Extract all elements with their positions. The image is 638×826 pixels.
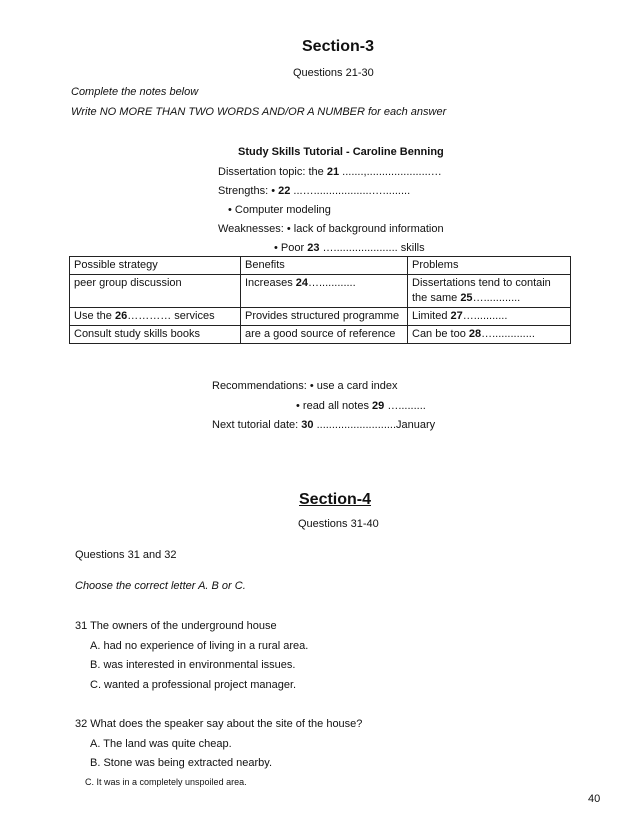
q31-option-b: B. was interested in environmental issues. — [90, 659, 296, 671]
q32-option-c: C. It was in a completely unspoiled area. — [85, 777, 247, 787]
answer-blank-24: …............ — [308, 277, 356, 289]
cell-text: Can be too — [412, 328, 469, 340]
dissertation-line — [218, 166, 442, 178]
question-31-stem: 31 The owners of the underground house — [75, 620, 277, 632]
cell-text: Increases — [245, 277, 296, 289]
read-label: • read all notes — [296, 400, 373, 412]
questions-31-32-heading: Questions 31 and 32 — [75, 549, 177, 561]
table-cell — [408, 308, 571, 326]
table-cell — [241, 308, 408, 326]
section3-title: Section-3 — [302, 38, 375, 55]
answer-blank-22: ...…...................…......... — [290, 185, 411, 197]
section4-questions: Questions 31-40 — [298, 518, 379, 530]
header-problems: Problems — [408, 257, 571, 275]
header-benefits: Benefits — [241, 257, 408, 275]
cell-text: Use the — [74, 310, 115, 322]
section3-questions: Questions 21-30 — [293, 67, 374, 79]
cell-text: Dissertations tend to contain the same — [412, 277, 551, 304]
answer-blank-30: ..........................January — [313, 419, 436, 431]
question-number-27: 27 — [450, 310, 463, 322]
answer-blank-27: …........... — [462, 310, 508, 322]
answer-blank-25: …............ — [472, 292, 521, 304]
poor-skills-line — [274, 242, 425, 254]
instruction-complete-notes: Complete the notes below — [71, 86, 199, 98]
q31-option-a: A. had no experience of living in a rural area. — [90, 640, 309, 652]
header-strategy: Possible strategy — [70, 257, 241, 275]
strengths-label: Strengths: • — [218, 185, 279, 197]
dissertation-label: Dissertation topic: the — [218, 166, 327, 178]
q31-option-c: C. wanted a professional project manager. — [90, 679, 297, 691]
table-cell — [241, 275, 408, 308]
question-number-28: 28 — [468, 328, 482, 340]
table-row — [70, 326, 571, 344]
cell-text: Consult study skills books — [74, 328, 200, 340]
question-number-21: 21 — [326, 166, 340, 178]
page-number: 40 — [588, 793, 601, 805]
question-number-26: 26 — [114, 310, 128, 322]
question-number-22: 22 — [278, 185, 291, 197]
next-tutorial-line — [212, 419, 435, 431]
q32-option-b: B. Stone was being extracted nearby. — [90, 757, 273, 769]
table-cell — [70, 275, 241, 308]
q32-option-a: A. The land was quite cheap. — [90, 738, 232, 750]
answer-blank-23: …..................... skills — [319, 242, 425, 254]
answer-blank-29: …......... — [384, 400, 426, 412]
table-cell — [70, 326, 241, 344]
cell-text: Provides structured programme — [245, 310, 400, 322]
weaknesses-line: Weaknesses: • lack of background information — [218, 223, 444, 235]
question-32-stem: 32 What does the speaker say about the site of the house? — [75, 718, 363, 730]
strength-computer-modeling: • Computer modeling — [228, 204, 331, 216]
question-number-25: 25 — [460, 292, 473, 304]
answer-blank-21: .......,.....................… — [339, 166, 442, 178]
next-label: Next tutorial date: — [212, 419, 302, 431]
table-cell — [408, 275, 571, 308]
answer-blank-28: ….............. — [481, 328, 535, 340]
recommendations-line: Recommendations: • use a card index — [212, 380, 398, 392]
section4-title: Section-4 — [299, 491, 372, 508]
table-cell — [70, 308, 241, 326]
question-number-23: 23 — [307, 242, 320, 254]
answer-blank-26: ………… services — [127, 310, 215, 322]
cell-text: are a good source of reference — [245, 328, 396, 340]
instruction-choose-letter: Choose the correct letter A. B or C. — [75, 580, 246, 592]
table-cell — [241, 326, 408, 344]
strengths-line — [218, 185, 410, 197]
table-header-row — [70, 257, 571, 275]
poor-label: • Poor — [274, 242, 308, 254]
question-number-24: 24 — [295, 277, 308, 289]
instruction-word-limit: Write NO MORE THAN TWO WORDS AND/OR A NUMBER for each answer — [71, 106, 447, 118]
question-number-29: 29 — [372, 400, 385, 412]
table-row — [70, 308, 571, 326]
question-number-30: 30 — [301, 419, 314, 431]
table-cell — [408, 326, 571, 344]
cell-text: Limited — [412, 310, 451, 322]
tutorial-title: Study Skills Tutorial - Caroline Benning — [238, 146, 444, 158]
read-notes-line — [296, 400, 426, 412]
cell-text: peer group discussion — [74, 277, 182, 289]
strategy-table — [69, 256, 571, 344]
table-row — [70, 275, 571, 308]
